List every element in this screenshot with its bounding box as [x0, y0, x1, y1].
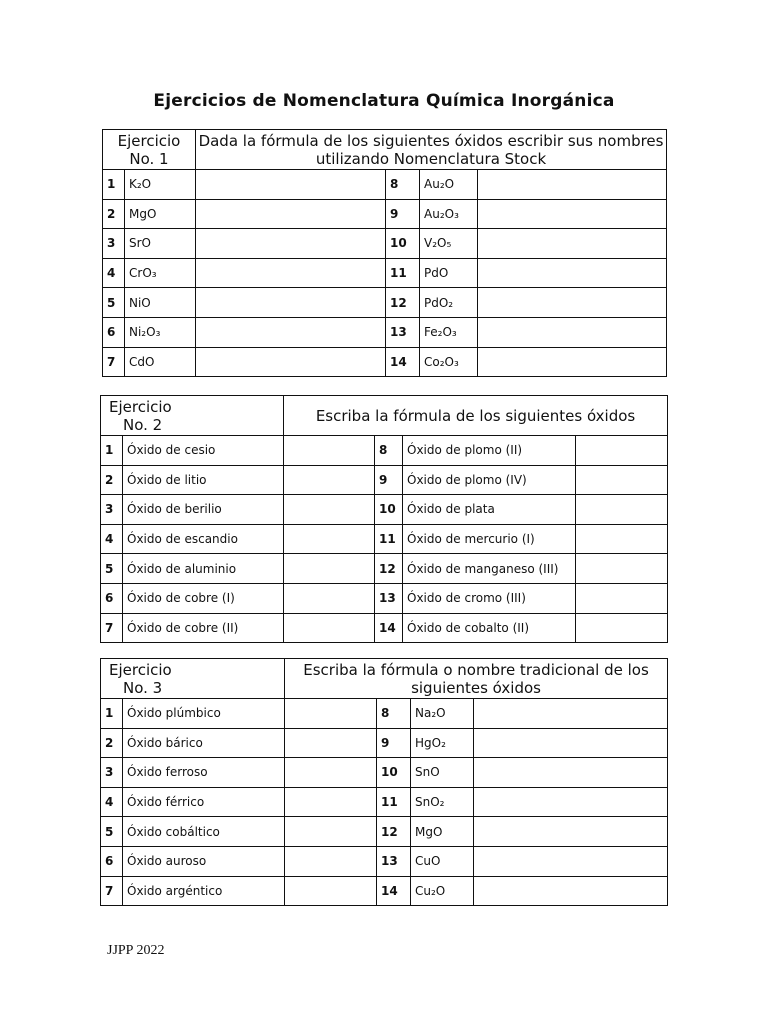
row-number: 13: [377, 846, 411, 876]
row-number: 6: [103, 317, 125, 347]
row-item: Ni₂O₃: [125, 317, 196, 347]
answer-cell[interactable]: [474, 817, 668, 847]
row-number: 2: [101, 465, 123, 495]
table-row: [101, 699, 668, 729]
answer-cell[interactable]: [474, 787, 668, 817]
row-item: SnO₂: [411, 787, 474, 817]
exercise-2-rows: [101, 436, 668, 643]
exercise-label-line1: Ejercicio: [109, 397, 172, 416]
answer-cell[interactable]: [474, 846, 668, 876]
row-number: 13: [386, 317, 420, 347]
table-row: [103, 229, 667, 259]
row-number: 14: [375, 613, 403, 643]
row-item: Co₂O₃: [420, 347, 478, 377]
table-row: [101, 876, 668, 906]
row-number: 8: [377, 699, 411, 729]
answer-cell[interactable]: [285, 817, 377, 847]
row-number: 7: [101, 613, 123, 643]
answer-cell[interactable]: [576, 583, 668, 613]
row-item: Óxido ferroso: [123, 758, 285, 788]
row-number: 3: [103, 229, 125, 259]
answer-cell[interactable]: [285, 787, 377, 817]
row-item: Óxido argéntico: [123, 876, 285, 906]
row-item: Au₂O₃: [420, 199, 478, 229]
answer-cell[interactable]: [196, 229, 386, 259]
exercise-label-line2: No. 3: [123, 678, 163, 697]
row-item: Óxido de cobre (II): [123, 613, 284, 643]
exercise-3-table: [100, 658, 668, 906]
exercise-3-rows: [101, 699, 668, 906]
answer-cell[interactable]: [474, 758, 668, 788]
row-number: 2: [103, 199, 125, 229]
row-number: 4: [103, 258, 125, 288]
answer-cell[interactable]: [478, 347, 667, 377]
answer-cell[interactable]: [284, 436, 375, 466]
answer-cell[interactable]: [576, 524, 668, 554]
answer-cell[interactable]: [196, 258, 386, 288]
answer-cell[interactable]: [478, 258, 667, 288]
row-item: HgO₂: [411, 728, 474, 758]
table-row: [103, 347, 667, 377]
row-number: 3: [101, 495, 123, 525]
row-number: 14: [386, 347, 420, 377]
answer-cell[interactable]: [474, 876, 668, 906]
answer-cell[interactable]: [478, 317, 667, 347]
footer-credit: JJPP 2022: [107, 943, 165, 958]
answer-cell[interactable]: [478, 288, 667, 318]
row-item: CrO₃: [125, 258, 196, 288]
table-row: [103, 288, 667, 318]
exercise-2-table: [100, 395, 668, 643]
row-item: Óxido de cobre (I): [123, 583, 284, 613]
row-number: 6: [101, 583, 123, 613]
row-number: 9: [375, 465, 403, 495]
answer-cell[interactable]: [576, 554, 668, 584]
row-number: 3: [101, 758, 123, 788]
row-number: 10: [375, 495, 403, 525]
row-item: Óxido de cobalto (II): [403, 613, 576, 643]
row-item: Óxido de litio: [123, 465, 284, 495]
row-number: 9: [386, 199, 420, 229]
table-row: [101, 524, 668, 554]
row-item: PdO₂: [420, 288, 478, 318]
answer-cell[interactable]: [285, 699, 377, 729]
row-item: Óxido de aluminio: [123, 554, 284, 584]
row-number: 5: [103, 288, 125, 318]
table-row: [101, 758, 668, 788]
row-item: Óxido de manganeso (III): [403, 554, 576, 584]
row-item: K₂O: [125, 170, 196, 200]
table-row: [101, 846, 668, 876]
exercise-1-instruction: Dada la fórmula de los siguientes óxidos escribir sus nombres utilizando Nomenclatura Stock: [196, 130, 667, 170]
answer-cell[interactable]: [196, 288, 386, 318]
row-item: Óxido de escandio: [123, 524, 284, 554]
row-number: 12: [386, 288, 420, 318]
table-row: [101, 554, 668, 584]
answer-cell[interactable]: [478, 229, 667, 259]
row-item: Óxido férrico: [123, 787, 285, 817]
table-row: [101, 613, 668, 643]
answer-cell[interactable]: [196, 347, 386, 377]
row-number: 1: [101, 699, 123, 729]
row-item: Óxido cobáltico: [123, 817, 285, 847]
row-number: 9: [377, 728, 411, 758]
exercise-3-label: [101, 659, 285, 699]
row-item: Óxido de plomo (II): [403, 436, 576, 466]
row-item: Óxido de berilio: [123, 495, 284, 525]
row-number: 11: [375, 524, 403, 554]
table-row: [103, 317, 667, 347]
exercise-2-header-row: [101, 396, 668, 436]
row-number: 7: [101, 876, 123, 906]
row-item: Óxido de plomo (IV): [403, 465, 576, 495]
answer-cell[interactable]: [478, 170, 667, 200]
answer-cell[interactable]: [284, 613, 375, 643]
row-item: Óxido de plata: [403, 495, 576, 525]
table-row: [101, 817, 668, 847]
row-item: V₂O₅: [420, 229, 478, 259]
row-item: Fe₂O₃: [420, 317, 478, 347]
exercise-1-table: [102, 129, 667, 377]
row-item: Óxido auroso: [123, 846, 285, 876]
answer-cell[interactable]: [196, 317, 386, 347]
row-item: Na₂O: [411, 699, 474, 729]
answer-cell[interactable]: [285, 876, 377, 906]
table-row: [103, 170, 667, 200]
row-number: 2: [101, 728, 123, 758]
row-item: Óxido de mercurio (I): [403, 524, 576, 554]
row-number: 11: [386, 258, 420, 288]
table-row: [101, 465, 668, 495]
exercise-label-line1: Ejercicio: [109, 660, 172, 679]
row-item: Óxido de cromo (III): [403, 583, 576, 613]
row-item: Óxido plúmbico: [123, 699, 285, 729]
row-number: 11: [377, 787, 411, 817]
row-item: CuO: [411, 846, 474, 876]
answer-cell[interactable]: [474, 699, 668, 729]
answer-cell[interactable]: [284, 583, 375, 613]
exercise-label-line2: No. 2: [123, 415, 163, 434]
row-number: 4: [101, 787, 123, 817]
exercise-label-line1: Ejercicio: [117, 131, 181, 150]
row-number: 12: [375, 554, 403, 584]
row-number: 1: [101, 436, 123, 466]
answer-cell[interactable]: [576, 436, 668, 466]
answer-cell[interactable]: [576, 495, 668, 525]
row-number: 4: [101, 524, 123, 554]
row-number: 8: [386, 170, 420, 200]
row-item: Óxido de cesio: [123, 436, 284, 466]
exercise-2-instruction: Escriba la fórmula de los siguientes óxidos: [284, 396, 668, 436]
row-item: NiO: [125, 288, 196, 318]
exercise-3-header-row: [101, 659, 668, 699]
exercise-3-instruction: Escriba la fórmula o nombre tradicional de los siguientes óxidos: [285, 659, 668, 699]
row-item: CdO: [125, 347, 196, 377]
exercise-1-header-row: [103, 130, 667, 170]
answer-cell[interactable]: [284, 495, 375, 525]
row-number: 13: [375, 583, 403, 613]
answer-cell[interactable]: [284, 554, 375, 584]
exercise-2-label: [101, 396, 284, 436]
answer-cell[interactable]: [285, 728, 377, 758]
row-item: SnO: [411, 758, 474, 788]
row-number: 14: [377, 876, 411, 906]
row-number: 7: [103, 347, 125, 377]
row-number: 1: [103, 170, 125, 200]
exercise-1-rows: [103, 170, 667, 377]
row-number: 10: [377, 758, 411, 788]
table-row: [101, 728, 668, 758]
row-number: 5: [101, 817, 123, 847]
row-item: SrO: [125, 229, 196, 259]
answer-cell[interactable]: [576, 465, 668, 495]
page-title: Ejercicios de Nomenclatura Química Inorgánica: [153, 91, 615, 111]
table-row: [103, 199, 667, 229]
row-item: MgO: [125, 199, 196, 229]
row-item: MgO: [411, 817, 474, 847]
exercise-1-label: [103, 130, 196, 170]
answer-cell[interactable]: [576, 613, 668, 643]
row-item: PdO: [420, 258, 478, 288]
table-row: [101, 436, 668, 466]
answer-cell[interactable]: [284, 524, 375, 554]
answer-cell[interactable]: [196, 199, 386, 229]
table-row: [101, 495, 668, 525]
answer-cell[interactable]: [285, 846, 377, 876]
row-item: Óxido bárico: [123, 728, 285, 758]
answer-cell[interactable]: [196, 170, 386, 200]
table-row: [101, 583, 668, 613]
answer-cell[interactable]: [478, 199, 667, 229]
row-item: Cu₂O: [411, 876, 474, 906]
answer-cell[interactable]: [285, 758, 377, 788]
table-row: [101, 787, 668, 817]
row-number: 10: [386, 229, 420, 259]
table-row: [103, 258, 667, 288]
answer-cell[interactable]: [284, 465, 375, 495]
answer-cell[interactable]: [474, 728, 668, 758]
exercise-label-line2: No. 1: [129, 149, 169, 168]
row-item: Au₂O: [420, 170, 478, 200]
row-number: 12: [377, 817, 411, 847]
row-number: 6: [101, 846, 123, 876]
row-number: 5: [101, 554, 123, 584]
row-number: 8: [375, 436, 403, 466]
